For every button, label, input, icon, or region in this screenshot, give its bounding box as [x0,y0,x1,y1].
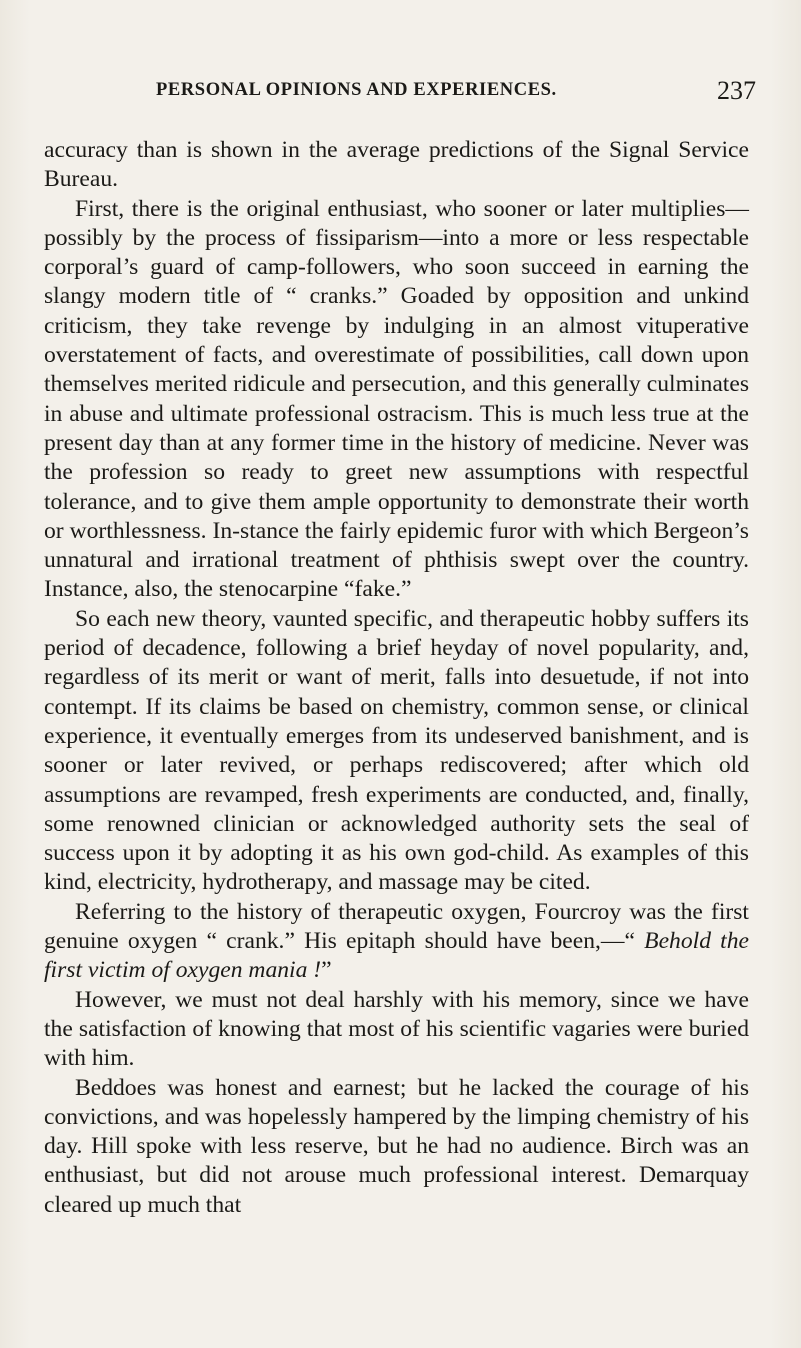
epitaph-italic: Behold the first victim of oxygen mania ! [44,928,749,984]
paragraph-memory: However, we must not deal harshly with his memory, since we have the satisfaction of knowing that most of his scientific vagaries were buried with him. [44,986,749,1072]
paragraph-fourcroy [44,898,749,986]
running-head: PERSONAL OPINIONS AND EXPERIENCES. [156,80,557,100]
page-number: 237 [717,76,756,105]
body-text [44,136,749,1220]
paragraph-continuation: accuracy than is shown in the average predictions of the Signal Service Bureau. [44,137,749,193]
page-header [156,76,756,110]
paragraph-enthusiast: First, there is the original enthusiast, who sooner or later multiplies—possibly by the process of fissiparism—into a more or less respectable corporal’s guard of camp-followers, who soon succeed in earning the slangy modern title of “ cranks.” Goaded by opposition and unkind criticism, they take revenge by indulging in an almost vituperative overstatement of facts, and overestimate of possibilities, call down upon themselves merited ridicule and persecution, and this generally culminates in abuse and ultimate professional ostracism. This is much less true at the present day than at any former time in the history of medicine. Never was the profession so ready to greet new assumptions with respectful tolerance, and to give them ample opportunity to demonstrate their worth or worthlessness. In-stance the fairly epidemic furor with which Bergeon’s unnatural and irrational treatment of phthisis swept over the country. Instance, also, the stenocarpine “fake.” [44,195,749,603]
paragraph-beddoes: Beddoes was honest and earnest; but he lacked the courage of his convictions, and was hopelessly hampered by the limping chemistry of his day. Hill spoke with less reserve, but he had no audience. Birch was an enthusiast, but did not arouse much professional interest. Demarquay cleared up much that [44,1074,749,1218]
closing-quote: ” [321,957,332,984]
paragraph-theory: So each new theory, vaunted specific, and therapeutic hobby suffers its period of decadence, following a brief heyday of novel popularity, and, regardless of its merit or want of merit, falls into desuetude, if not into contempt. If its claims be based on chemistry, common sense, or clinical experience, it eventually emerges from its undeserved banishment, and is sooner or later revived, or perhaps rediscovered; after which old assumptions are revamped, fresh experiments are conducted, and, finally, some renowned clinician or acknowledged authority sets the seal of success upon it by adopting it as his own god-child. As examples of this kind, electricity, hydrotherapy, and massage may be cited. [44,605,749,896]
fourcroy-text: Referring to the history of therapeutic oxygen, Fourcroy was the first genuine oxygen “ crank.” His epitaph should have been,—“ [44,898,749,955]
